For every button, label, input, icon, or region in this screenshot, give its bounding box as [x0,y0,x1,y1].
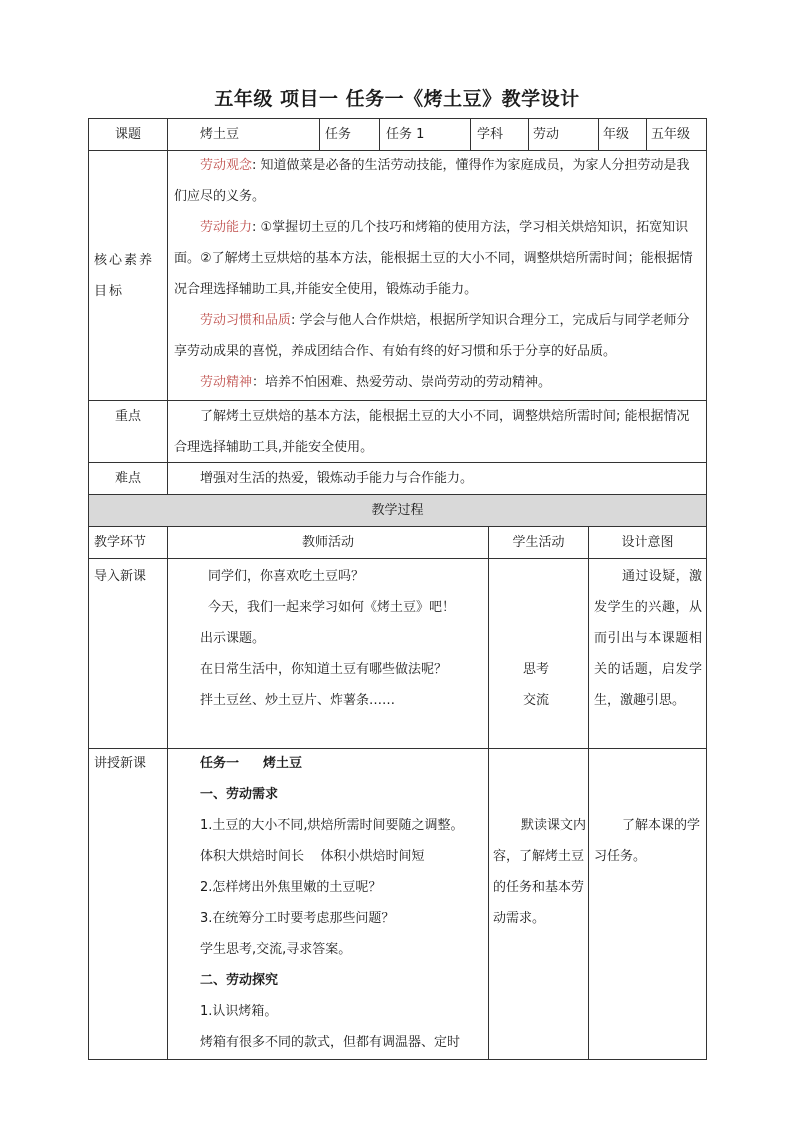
subject-value: 劳动 [533,127,560,142]
lesson-line: 1.认识烤箱。 [200,1004,278,1019]
new-student: 默读课文内容，了解烤土豆的任务和基本劳动需求。 [493,818,587,926]
course-value: 烤土豆 [200,127,240,142]
concept-label: 劳动观念 [200,158,253,173]
col-divider [598,118,599,150]
new-intent: 了解本课的学习任务。 [594,818,701,864]
task-label: 任务 [325,127,352,142]
key-point-label: 重点 [114,409,141,424]
process-header: 教学过程 [89,495,706,526]
intro-stage: 导入新课 [94,569,147,584]
ability-label: 劳动能力 [200,220,253,235]
table-border-right [706,118,707,1060]
col-divider [319,118,320,150]
lesson-line: 2.怎样烤出外焦里嫩的土豆呢？ [200,880,382,895]
intro-line: 出示课题。 [200,631,266,646]
intro-line: 拌土豆丝、炒土豆片、炸薯条…… [200,693,396,708]
habit-text: : 学会与他人合作烘焙，根据所学知识合理分工，完成后与同学老师分享劳动成果的喜悦，养成团结合作、有始有终的好习惯和乐于分享的好品质。 [174,313,690,359]
col-divider [646,118,647,150]
intro-line: 同学们，你喜欢吃土豆吗？ [208,569,365,584]
new-teacher [200,748,485,1058]
course-label: 课题 [114,127,141,142]
intro-line: 在日常生活中，你知道土豆有哪些做法呢？ [200,662,448,677]
subject-label: 学科 [477,127,504,142]
row-divider [88,558,707,559]
lesson-line: 烤箱有很多不同的款式，但都有调温器、定时 [200,1035,461,1050]
col-header-student: 学生活动 [512,535,565,550]
key-point-text: 了解烤土豆烘焙的基本方法，能根据土豆的大小不同，调整烘焙所需时间; 能根据情况合理选择辅助工具,并能安全使用。 [174,409,690,455]
task-title: 烤土豆 [263,756,303,771]
col-divider [470,118,471,150]
col-divider [488,526,489,1060]
student-line: 思考 [523,662,550,677]
lesson-line: 学生思考,交流,寻求答案。 [200,942,352,957]
new-stage: 讲授新课 [94,756,147,771]
table-border-bottom [88,1059,707,1060]
lesson-line: 3.在统筹分工时要考虑那些问题？ [200,911,395,926]
col-divider [167,526,168,1060]
table-border-left [88,118,89,1060]
concept-text: : 知道做菜是必备的生活劳动技能，懂得作为家庭成员，为家人分担劳动是我们应尽的义务。 [174,158,690,204]
core-label: 核心素养目标 [94,253,155,299]
core-content [174,150,702,400]
col-header-intent: 设计意图 [621,535,674,550]
habit-label: 劳动习惯和品质 [200,313,292,328]
lesson-line: 1.土豆的大小不同,烘焙所需时间要随之调整。 [200,818,464,833]
page-title: 五年级 项目一 任务一《烤土豆》教学设计 [214,88,580,110]
spirit-label: 劳动精神 [200,375,253,390]
col-divider [588,526,589,1060]
student-line: 交流 [523,693,550,708]
task-value: 任务 1 [386,127,425,142]
intro-intent: 通过设疑，激发学生的兴趣，从而引出与本课题相关的话题，启发学生，激趣引思。 [594,569,702,708]
spirit-text: ：培养不怕困难、热爱劳动、崇尚劳动的劳动精神。 [252,375,552,390]
section-heading: 一、劳动需求 [200,787,279,802]
intro-line: 今天，我们一起来学习如何《烤土豆》吧！ [208,600,456,615]
col-header-stage: 教学环节 [94,535,147,550]
col-divider [528,118,529,150]
section-heading: 二、劳动探究 [200,973,279,988]
col-divider [167,118,168,494]
intro-teacher [200,561,485,747]
grade-value: 五年级 [651,127,691,142]
task-name: 任务一 [200,756,240,771]
lesson-line: 体积大烘焙时间长 体积小烘焙时间短 [200,849,425,864]
ability-text: : ①掌握切土豆的几个技巧和烤箱的使用方法，学习相关烘焙知识，拓宽知识面。②了解烤土豆烘焙的基本方法，能根据土豆的大小不同，调整烘焙所需时间；能根据情况合理选择辅助工具,并能安全使用，锻炼动手能力。 [174,220,693,297]
col-divider [379,118,380,150]
difficulty-label: 难点 [114,471,141,486]
grade-label: 年级 [603,127,630,142]
intro-student [523,654,585,716]
col-header-teacher: 教师活动 [301,535,354,550]
difficulty-text: 增强对生活的热爱，锻炼动手能力与合作能力。 [200,471,474,486]
